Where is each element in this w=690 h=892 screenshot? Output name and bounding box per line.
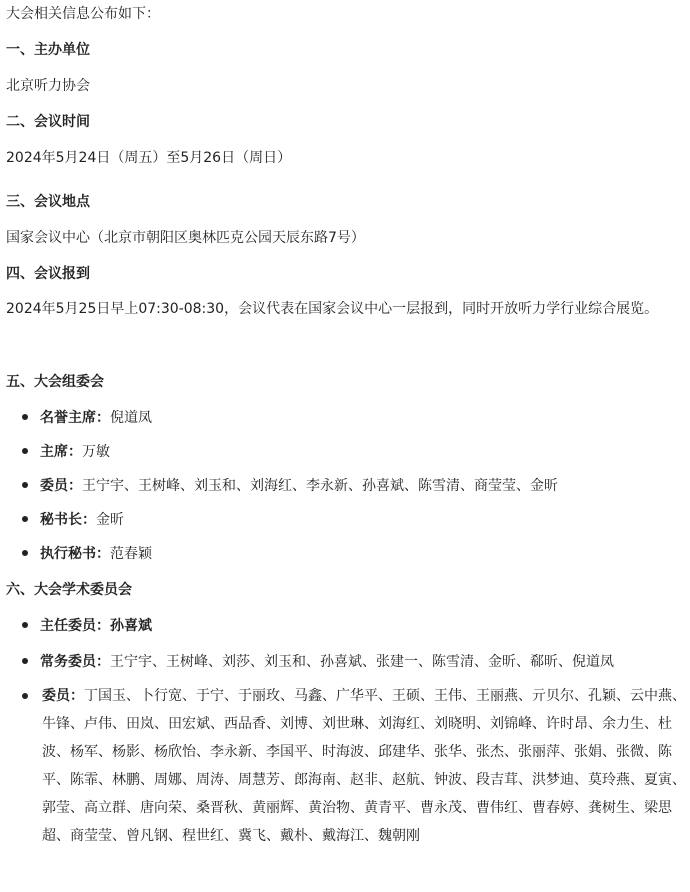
section-3-body: 国家会议中心（北京市朝阳区奥林匹克公园天辰东路7号） — [6, 230, 365, 246]
section-5-heading: 五、大会组委会 — [6, 374, 104, 390]
item-label: 秘书长： — [40, 512, 96, 528]
bullet-icon — [22, 622, 28, 628]
section-4-heading: 四、会议报到 — [6, 266, 90, 282]
item-value: 孙喜斌 — [110, 618, 152, 634]
bullet-icon — [22, 693, 28, 699]
item-label: 常务委员： — [40, 654, 110, 670]
bullet-icon — [22, 414, 28, 420]
section-1-body: 北京听力协会 — [6, 78, 90, 94]
academic-chair — [22, 616, 152, 636]
item-value: 王宁宇、王树峰、刘玉和、刘海红、李永新、孙喜斌、陈雪清、商莹莹、金昕 — [82, 478, 558, 494]
bullet-icon — [22, 658, 28, 664]
organizing-executive-secretary — [22, 544, 152, 564]
item-value: 丁国玉、卜行宽、于宁、于丽玫、马鑫、广华平、王硕、王伟、王丽燕、亓贝尔、孔颖、云中燕、牛锋、卢伟、田岚、田宏斌、西品香、刘博、刘世琳、刘海红、刘晓明、刘锦峰、许时昂、余力生、杜波、杨军、杨影、杨欣怡、李永新、李国平、时海波、邱建华、张华、张杰、张丽萍、张娟、张微、陈平、陈霏、林鹏、周娜、周涛、周慧芳、郎海南、赵非、赵航、钟波、段吉茸、洪梦迪、莫玲燕、夏寅、郭莹、高立群、唐向荣、桑晋秋、黄丽辉、黄治物、黄青平、曹永茂、曹伟红、曹春婷、龚树生、梁思超、商莹莹、曾凡钢、程世红、冀飞、戴朴、戴海江、魏朝刚 — [42, 688, 686, 844]
academic-members — [42, 682, 688, 850]
item-value: 万敏 — [82, 444, 110, 460]
organizing-secretary-general — [22, 510, 124, 530]
organizing-chair — [22, 442, 110, 462]
item-value: 金昕 — [96, 512, 124, 528]
section-2-body: 2024年5月24日（周五）至5月26日（周日） — [6, 150, 292, 166]
section-3-heading: 三、会议地点 — [6, 194, 90, 210]
section-4-body: 2024年5月25日早上07:30-08:30，会议代表在国家会议中心一层报到，同时开放听力学行业综合展览。 — [6, 301, 659, 317]
section-1-heading: 一、主办单位 — [6, 42, 90, 58]
academic-standing-members — [22, 652, 614, 672]
section-2-heading: 二、会议时间 — [6, 114, 90, 130]
item-label: 主任委员： — [40, 618, 110, 634]
bullet-icon — [22, 482, 28, 488]
organizing-honorary-chair — [22, 408, 152, 428]
intro-text: 大会相关信息公布如下： — [6, 6, 160, 22]
item-value: 倪道凤 — [110, 410, 152, 426]
bullet-icon — [22, 516, 28, 522]
item-label: 委员： — [42, 688, 84, 704]
organizing-members — [22, 476, 558, 496]
item-label: 执行秘书： — [40, 546, 110, 562]
item-value: 王宁宇、王树峰、刘莎、刘玉和、孙喜斌、张建一、陈雪清、金昕、郗昕、倪道凤 — [110, 654, 614, 670]
bullet-icon — [22, 448, 28, 454]
item-value: 范春颖 — [110, 546, 152, 562]
item-label: 委员： — [40, 478, 82, 494]
item-label: 主席： — [40, 444, 82, 460]
section-6-heading: 六、大会学术委员会 — [6, 582, 132, 598]
bullet-icon — [22, 550, 28, 556]
item-label: 名誉主席： — [40, 410, 110, 426]
